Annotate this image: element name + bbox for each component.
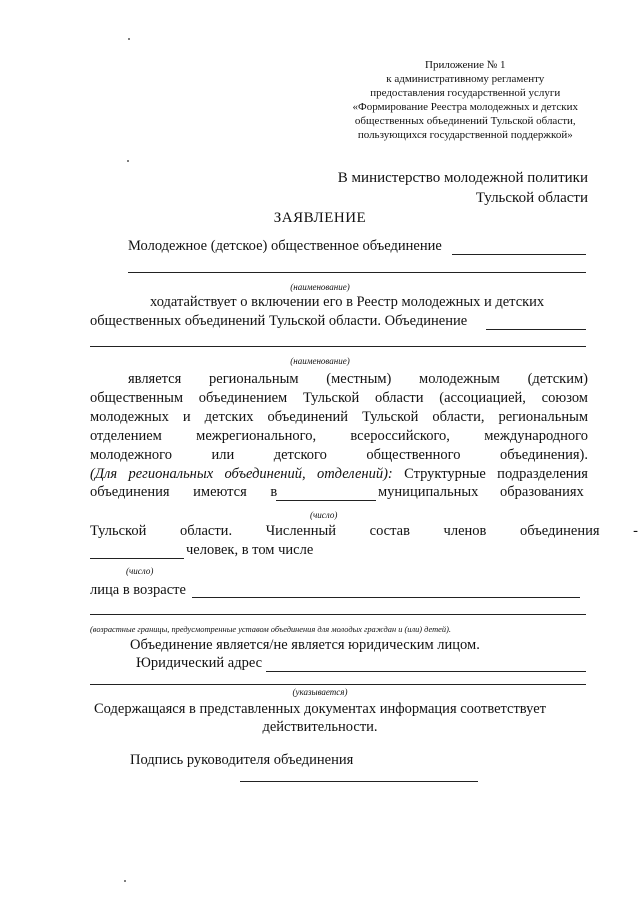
confirmation-line: действительности.: [262, 719, 378, 735]
age-field-2[interactable]: [90, 614, 586, 615]
appendix-line: к административному регламенту: [386, 73, 545, 85]
appendix-line: общественных объединений Тульской области,: [354, 115, 576, 127]
members-line: Тульской области. Численный состав членов объединения -: [90, 523, 638, 539]
status-line: молодежного или детского общественного объединения).: [90, 447, 588, 463]
status-line: общественным объединением Тульской области (ассоциацией, союзом: [90, 390, 588, 406]
caption-specify: (указывается): [292, 687, 348, 697]
addressee-line: В министерство молодежной политики: [337, 170, 588, 186]
legal-address-label: Юридический адрес: [136, 655, 263, 671]
scan-speck: [127, 160, 129, 162]
addressee-line: Тульской области: [475, 190, 588, 206]
appendix-line: «Формирование Реестра молодежных и детских: [352, 101, 578, 113]
status-paragraph: [90, 370, 588, 484]
regional-note-italic: (Для региональных объединений, отделений):: [90, 466, 393, 482]
caption-name: (наименование): [290, 282, 350, 292]
status-line: молодежных и детских объединений Тульской области, региональным: [90, 409, 588, 425]
legal-address-field[interactable]: [266, 671, 586, 672]
petition-line: общественных объединений Тульской области. Объединение: [90, 313, 468, 329]
scan-speck: [128, 38, 130, 40]
regional-note: [90, 465, 588, 484]
caption-number: (число): [126, 566, 154, 576]
scan-speck: [124, 880, 126, 882]
caption-number: (число): [310, 510, 338, 520]
petition-line: ходатайствует о включении его в Реестр молодежных и детских: [150, 294, 545, 310]
regional-note-text: Структурные подразделения: [392, 466, 588, 482]
units-count-field[interactable]: [276, 500, 376, 501]
status-line: является региональным (местным) молодежным (детским): [128, 371, 588, 387]
age-field[interactable]: [192, 597, 580, 598]
document-title: ЗАЯВЛЕНИЕ: [273, 210, 367, 226]
appendix-line: пользующихся государственной поддержкой»: [357, 129, 573, 141]
addressee-block: [338, 168, 588, 208]
units-text-1: объединения имеются в: [90, 484, 278, 500]
org-label: Молодежное (детское) общественное объединение: [128, 238, 442, 254]
age-label: лица в возрасте: [90, 582, 186, 598]
org-name-field[interactable]: [452, 254, 586, 255]
appendix-header: [353, 58, 578, 142]
caption-age: (возрастные границы, предусмотренные уставом объединения для молодых граждан и (или) детей).: [90, 625, 451, 634]
org-name-field-2[interactable]: [128, 272, 586, 273]
members-count-field[interactable]: [90, 558, 184, 559]
legal-entity-line: Объединение является/не является юридическим лицом.: [130, 637, 480, 653]
appendix-line: предоставления государственной услуги: [370, 87, 561, 99]
signature-field[interactable]: [240, 781, 478, 782]
legal-address-field-2[interactable]: [90, 684, 586, 685]
confirmation-line: Содержащаяся в представленных документах информация соответствует: [94, 701, 546, 717]
status-line: отделением межрегионального, всероссийского, международного: [90, 428, 588, 444]
signature-label: Подпись руководителя объединения: [130, 752, 354, 768]
members-people: человек, в том числе: [186, 542, 314, 558]
org-name-field-4[interactable]: [90, 346, 586, 347]
appendix-line: Приложение № 1: [425, 59, 506, 71]
units-text-2: муниципальных образованиях: [378, 484, 584, 500]
caption-name: (наименование): [290, 356, 350, 366]
org-name-field-3[interactable]: [486, 329, 586, 330]
